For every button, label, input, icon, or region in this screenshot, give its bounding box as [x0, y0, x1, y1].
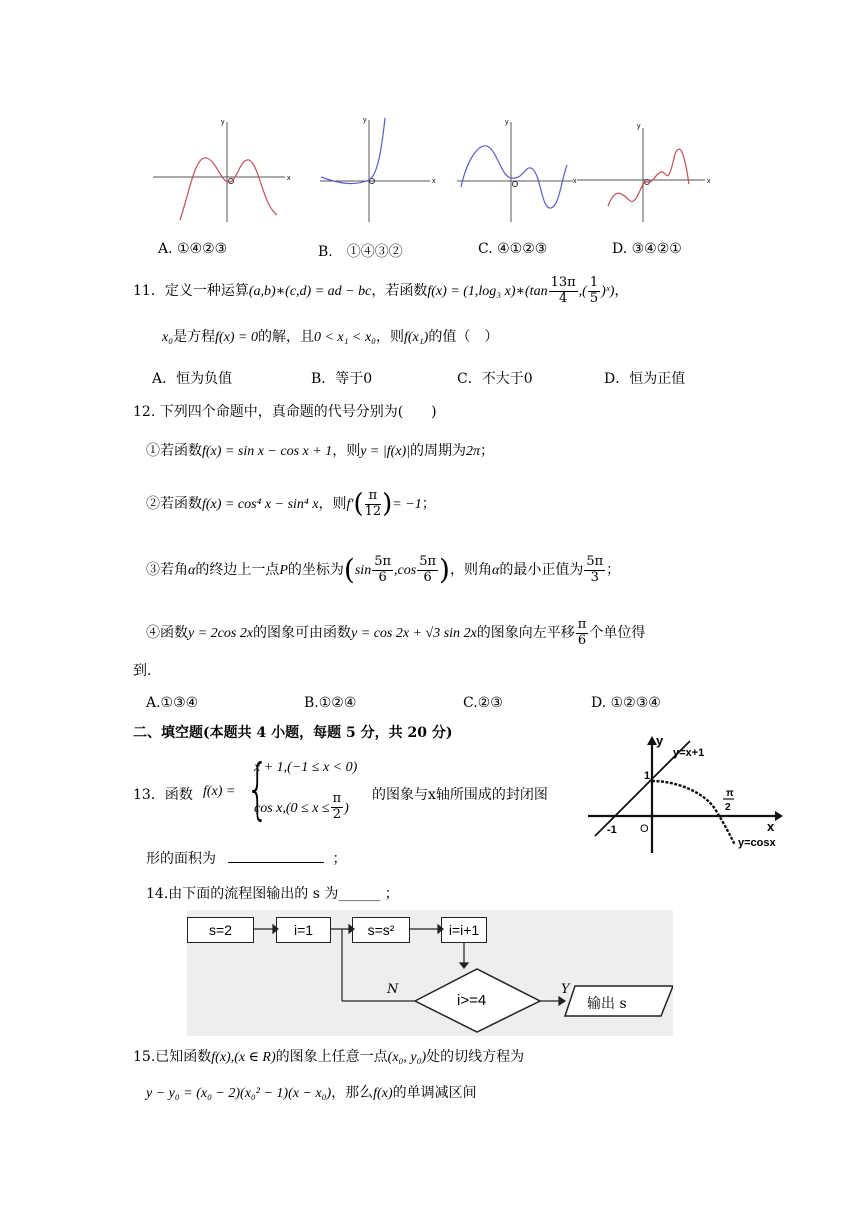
- q12-frac-5pi-6-b: $\frac{5\pi}{6}$: [419, 553, 437, 585]
- q13-answer-blank[interactable]: [228, 848, 324, 863]
- flow-label-y: Y: [561, 982, 570, 997]
- q12-frac-5pi-6-a: $\frac{5\pi}{6}$: [374, 553, 392, 585]
- q15-line2: y − y₀ = (x₀ − 2)(x₀² − 1)(x − x₀)，那么f(x)的单调减区间: [146, 1085, 477, 1101]
- q13-fig-y-label: y: [656, 733, 664, 748]
- q13-cosine-curve: [652, 781, 735, 845]
- graph4-y-label: y: [637, 123, 641, 130]
- flow-connectors: [187, 910, 673, 1036]
- graph2-curve: [321, 118, 385, 184]
- q12-option-b: B.①②④: [304, 695, 357, 711]
- q12-frac-pi-12: $\frac{\pi}{12}$: [364, 487, 382, 519]
- flow-decision-label: i>=4: [457, 992, 487, 1009]
- q13-frac-pi-2: $\frac{\pi}{2}$: [332, 791, 342, 822]
- q10-option-d: D. ③④②①: [612, 241, 682, 257]
- q12-option-d: D. ①②③④: [591, 695, 661, 711]
- q13-x-arrow: [775, 811, 783, 821]
- graph1-y-label: y: [221, 119, 225, 126]
- q12-stem: 12. 下列四个命题中，真命题的代号分别为( ): [133, 404, 437, 420]
- q11-number: 11．: [133, 283, 165, 299]
- flow-box-s-2: s=2: [187, 917, 254, 943]
- q11-option-d: D．恒为正值: [604, 371, 686, 387]
- q11-option-b: B．等于0: [311, 371, 373, 387]
- q12-frac-pi-6: $\frac{\pi}{6}$: [577, 616, 587, 648]
- q13-fig-cos-label: y=cosx: [738, 837, 776, 849]
- flow-output-label: 输出 s: [587, 996, 627, 1012]
- q11-option-a: A．恒为负值: [152, 371, 233, 387]
- flow-box-i-1: i=1: [276, 917, 331, 943]
- q12-prop-2: ②若函数f(x) = cos⁴ x − sin⁴ x，则f′( $\frac{\pi}{12}$ )= −1；: [146, 487, 436, 519]
- flow-box-s-square: s=s²: [352, 917, 410, 943]
- q12-frac-5pi-3: $\frac{5\pi}{3}$: [586, 553, 604, 585]
- q12-prop-4: ④函数y = 2cos 2x的图象可由函数y = cos 2x + √3 sin 2x的图象向左平移 $\frac{\pi}{6}$ 个单位得: [146, 616, 646, 648]
- q13-fig-line-label: y=x+1: [673, 747, 705, 759]
- graph3-x-label: x: [573, 178, 577, 185]
- q10-option-b: B. ①④③②: [318, 244, 403, 260]
- graph4-curve: [608, 149, 689, 206]
- graph2-y-label: y: [363, 117, 367, 124]
- graph1-curve: [180, 158, 277, 220]
- graph3-curve: [461, 146, 567, 208]
- q13-fig-origin: O: [640, 823, 649, 835]
- q15-line1: 15.已知函数f(x),(x ∈ R)的图象上任意一点(x₀, y₀)处的切线方程为: [133, 1049, 525, 1065]
- q11-line2: x₀是方程f(x) = 0的解，且0 < x₁ < x₀，则f(x₁)的值（ ）: [162, 329, 499, 345]
- q13-fig-two: 2: [725, 802, 731, 813]
- section-2-heading: 二、填空题(本题共 4 小题，每题 5 分，共 20 分): [133, 725, 453, 741]
- q13-figure: [585, 733, 795, 855]
- graph2-x-label: x: [432, 178, 436, 185]
- q12-prop-1: ①若函数f(x) = sin x − cos x + 1，则y = |f(x)|的周期为2π；: [146, 443, 495, 459]
- q14-flowchart: [187, 910, 673, 1036]
- q12-option-a: A.①③④: [146, 695, 199, 711]
- q11-option-c: C．不大于0: [457, 371, 533, 387]
- q11-operation: (a,b)∗(c,d) = ad − bc: [248, 284, 372, 299]
- q12-option-c: C.②③: [463, 695, 503, 711]
- graph3-origin: [513, 182, 518, 187]
- q11-frac-13pi-4: $\frac{13\pi}{4}$: [550, 274, 576, 306]
- graph3-y-label: y: [505, 119, 509, 126]
- q13-line2: 形的面积为 ；: [146, 848, 346, 868]
- q13-fig-one: 1: [644, 770, 651, 782]
- flow-label-n: N: [387, 982, 399, 997]
- q12-prop-3: ③若角α的终边上一点P的坐标为(sin $\frac{5\pi}{6}$ ,cos $\frac{5\pi}{6}$ )，则角α的最小正值为 $\frac{5\pi}{3}$ ；: [146, 553, 621, 586]
- q13-fig-neg1: -1: [607, 824, 617, 836]
- q13-fig-x-label: x: [767, 819, 775, 834]
- graph1-x-label: x: [287, 175, 291, 182]
- q14-stem: 14.由下面的流程图输出的 s 为______ ；: [146, 886, 399, 902]
- q11-line1: 11．定义一种运算(a,b)∗(c,d) = ad − bc，若函数f(x) = (1,log₃ x)∗(tan $\frac{13\pi}{4}$ ,( $\frac{1}{5}$ )ˣ)，: [133, 274, 629, 306]
- q11-frac-1-5: $\frac{1}{5}$: [589, 274, 599, 306]
- q13-fig-pi: π: [726, 788, 734, 799]
- q12-prop-4-end: 到.: [133, 663, 152, 679]
- flow-box-i-increment: i=i+1: [441, 917, 487, 943]
- q11-function: f(x) = (1,log₃ x)∗(tan: [427, 284, 548, 299]
- q10-option-a: A. ①④②③: [158, 241, 228, 257]
- graph4-x-label: x: [707, 178, 711, 185]
- q10-option-c: C. ④①②③: [478, 241, 548, 257]
- q10-graphs: [145, 110, 720, 230]
